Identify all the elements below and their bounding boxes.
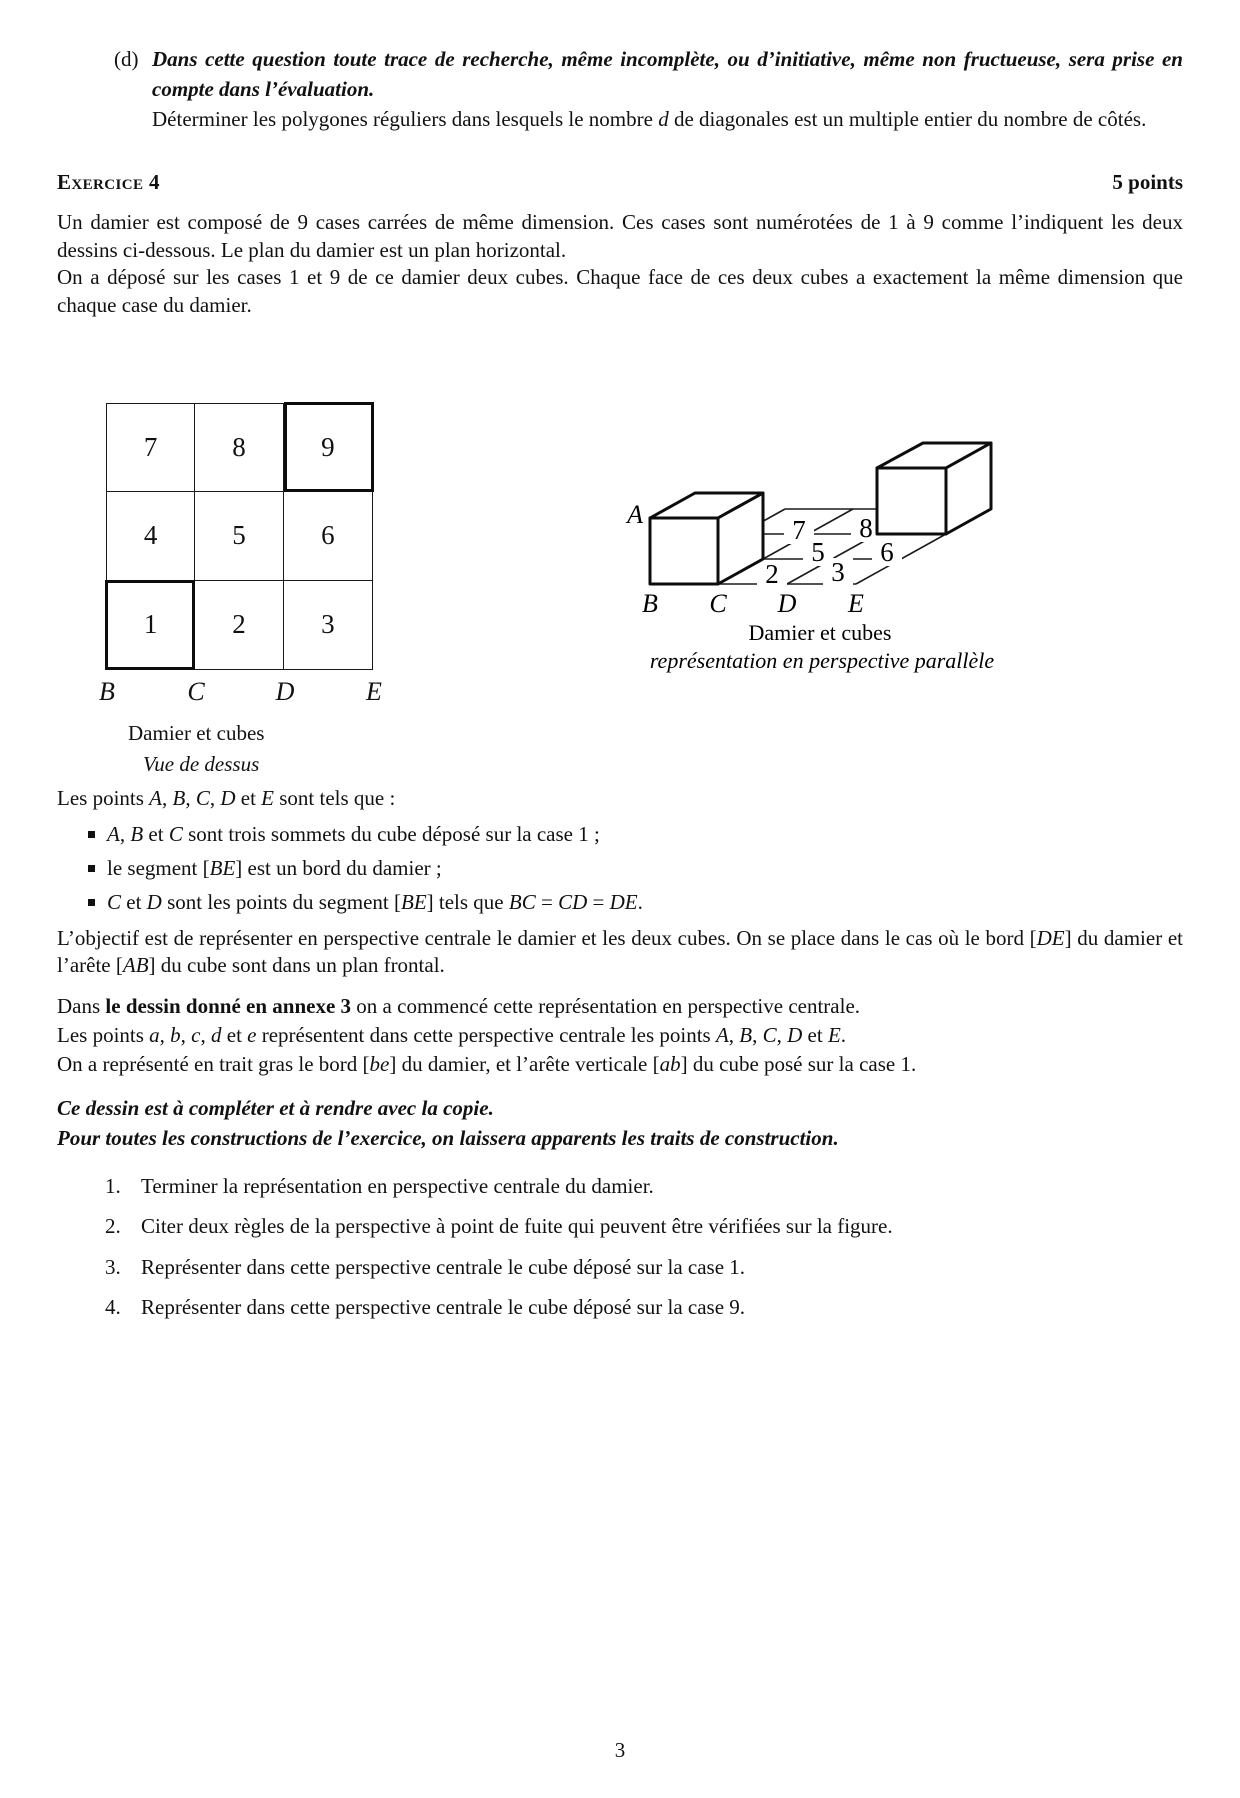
question-d-label: (d) [114, 47, 139, 71]
page-number: 3 [614, 1738, 626, 1762]
exercise-points: 5 points [1112, 170, 1183, 194]
question-text: Représenter dans cette perspective centrale le cube déposé sur la case 9. [141, 1295, 746, 1319]
top-view-figure [99, 403, 496, 776]
cell-number-2: 2 [765, 559, 779, 589]
exercise-heading [57, 170, 1183, 195]
points-definition-intro: Les points A, B, C, D et E sont tels que : [57, 786, 396, 810]
damier-grid [106, 403, 373, 670]
grid-corner-label-d: D [275, 677, 295, 706]
top-view-subcaption: Vue de dessus [143, 752, 260, 776]
grid-cell-7: 7 [107, 404, 195, 492]
cube-front-face [650, 518, 718, 584]
question-number: 3. [105, 1254, 121, 1279]
bullet-text: le segment [BE] est un bord du damier ; [107, 855, 442, 880]
question-d-body [152, 44, 1183, 134]
bullet-square-icon [88, 865, 95, 872]
cube-front-face [877, 468, 946, 534]
question-text: Citer deux règles de la perspective à point de fuite qui peuvent être vérifiées sur la figure. [141, 1214, 893, 1238]
top-view-grid [99, 403, 382, 776]
exercise-title: Exercice 4 [57, 170, 160, 194]
cell-number-6: 6 [880, 537, 894, 567]
bold-notice [57, 1093, 1183, 1153]
bullet-square-icon [88, 831, 95, 838]
objective-paragraph: L’objectif est de représenter en perspective centrale le damier et les deux cubes. On se place dans le cas où le bord [DE] du damier et l’arête [AB] du cube sont dans un plan frontal. [57, 925, 1183, 977]
intro-paragraph-2: On a déposé sur les cases 1 et 9 de ce damier deux cubes. Chaque face de ces deux cubes a exactement la même dimension que chaque case du damier. [57, 265, 1183, 317]
bullet-text: C et D sont les points du segment [BE] tels que BC = CD = DE. [107, 889, 643, 914]
cube-case-9 [877, 443, 991, 534]
point-label-c: C [709, 589, 727, 618]
grid-cell-8: 8 [195, 404, 283, 492]
question-d-text: Déterminer les polygones réguliers dans lesquels le nombre d de diagonales est un multiple entier du nombre de côtés. [152, 107, 1147, 131]
notice-line-1: Ce dessin est à compléter et à rendre avec la copie. [57, 1095, 494, 1120]
top-view-caption: Damier et cubes [128, 721, 265, 745]
question-text: Terminer la représentation en perspective centrale du damier. [141, 1173, 654, 1198]
point-label-d: D [777, 589, 797, 618]
list-item [88, 819, 1183, 849]
bullet-text: A, B et C sont trois sommets du cube déposé sur la case 1 ; [107, 821, 600, 846]
question-item [57, 1254, 1183, 1282]
grid-cell-4: 4 [107, 492, 195, 580]
cell-number-7: 7 [792, 515, 806, 545]
annexe-paragraph-1: Dans le dessin donné en annexe 3 on a commencé cette représentation en perspective centrale. [57, 993, 861, 1018]
grid-corner-label-c: C [187, 677, 205, 706]
question-d-block [57, 44, 1183, 134]
question-list [57, 1173, 1183, 1322]
perspective-subcaption: représentation en perspective parallèle [649, 648, 995, 673]
cell-number-5: 5 [811, 537, 825, 567]
grid-cell-2: 2 [195, 581, 283, 669]
cell-number-8: 8 [859, 513, 873, 543]
exam-page [0, 44, 1240, 1798]
annexe-paragraph-3: On a représenté en trait gras le bord [be] du damier, et l’arête verticale [ab] du cube posé sur la case 1. [57, 1051, 917, 1076]
perspective-caption: Damier et cubes [748, 620, 892, 645]
cube-case-1 [650, 493, 763, 584]
question-text: Représenter dans cette perspective centrale le cube déposé sur la case 1. [141, 1254, 746, 1279]
bullet-square-icon [88, 899, 95, 906]
list-item [88, 853, 1183, 883]
notice-line-2: Pour toutes les constructions de l’exercice, on laissera apparents les traits de construction. [57, 1125, 839, 1150]
point-label-a: A [627, 500, 643, 529]
question-item [57, 1294, 1183, 1322]
cell-number-3: 3 [831, 557, 845, 587]
question-number: 1. [105, 1173, 121, 1198]
grid-cell-3: 3 [321, 609, 335, 640]
perspective-drawing [555, 386, 1015, 678]
grid-cell-6: 6 [284, 492, 372, 580]
grid-cell-9: 9 [284, 404, 372, 492]
page-content [0, 44, 1240, 1322]
figures-area [57, 335, 1183, 785]
annexe-paragraph-2: Les points a, b, c, d et e représentent dans cette perspective centrale les points A, B, C, D et E. [57, 1022, 847, 1047]
question-number: 4. [105, 1295, 121, 1319]
grid-cell-1: 1 [107, 581, 195, 669]
points-definition-list [88, 819, 1183, 917]
point-label-b: B [642, 589, 658, 618]
grid-corner-label-e: E [366, 677, 382, 706]
question-item [57, 1173, 1183, 1201]
point-label-e: E [848, 589, 864, 618]
grid-corner-label-b: B [99, 677, 115, 706]
intro-paragraph-1: Un damier est composé de 9 cases carrées de même dimension. Ces cases sont numérotées de 1 à 9 comme l’indiquent les deux dessins ci-dessous. Le plan du damier est un plan horizontal. [57, 210, 1183, 262]
question-number: 2. [105, 1214, 121, 1238]
question-d-statement: Dans cette question toute trace de recherche, même incomplète, ou d’initiative, même non fructueuse, sera prise en compte dans l’évaluation. [152, 47, 1183, 101]
perspective-figure [555, 386, 1015, 684]
list-item [88, 887, 1183, 917]
annexe-paragraphs [57, 992, 1183, 1079]
grid-cell-5: 5 [195, 492, 283, 580]
exercise-intro [57, 209, 1183, 319]
question-item [57, 1213, 1183, 1241]
